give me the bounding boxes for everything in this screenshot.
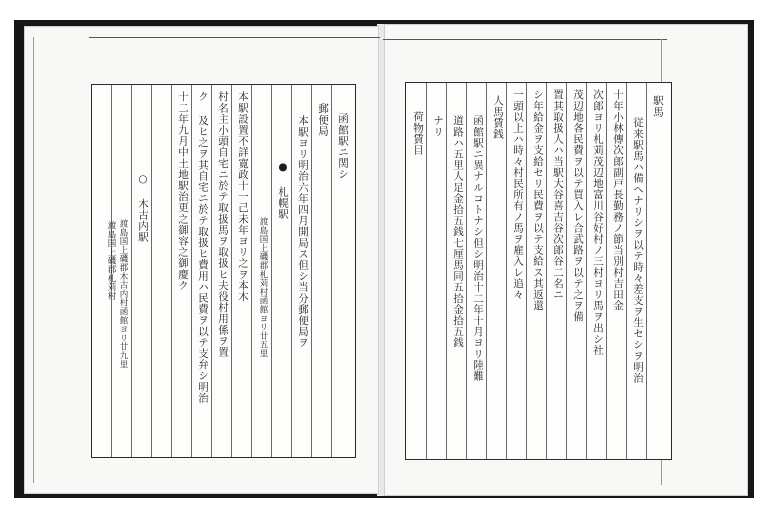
text-column: 渡島国上磯郡札苅村 [106,221,116,301]
text-column: 従来駅馬ハ備ヘナリシヲ以テ時々差支ヲ生セシヲ明治 [632,117,644,384]
grid-line [251,85,252,457]
grid-line [211,85,212,457]
text-column: 次郎ヨリ札苅茂辺地富川谷好村ノ三村ヨリ馬ヲ出シ社 [592,89,604,356]
grid-line [446,83,447,459]
top-page-rule [89,37,380,38]
text-column: 函館駅ニ異ナルコトナシ但シ明治十二年十月ヨリ陸難 [472,115,484,382]
grid-line [331,85,332,457]
text-column: 渡島国上磯郡木古内村函館ヨリ廿九里 [118,219,128,369]
grid-line [311,85,312,457]
top-page-rule [383,39,667,40]
grid-line [291,85,292,457]
grid-line [486,83,487,459]
grid-line [171,85,172,457]
grid-line [466,83,467,459]
grid-line [546,83,547,459]
text-column: 駅馬 [652,95,664,118]
grid-line [606,83,607,459]
text-column: 一頭以上ハ時々村民所有ノ馬ヲ雇入レ追々 [512,89,524,300]
text-column: 郵便局 [317,103,329,137]
text-column: 渡島国上磯郡札苅村函館ヨリ廿五里 [258,217,268,358]
text-column: ○ 木古内駅 [137,173,149,243]
text-column: 道路ハ五里人足金拾五銭七厘馬同五拾金拾五銭 [452,115,464,349]
grid-line [566,83,567,459]
grid-line [271,85,272,457]
ruled-text-area [91,84,356,458]
text-column: 茂辺地各民費ヲ以テ買入レ合武路ヲ以テ之ヲ備 [572,89,584,323]
grid-line [191,85,192,457]
text-column: 十二年九月中土地駅治更之御容之御慶ク [177,91,189,291]
text-column: 本駅設置不詳寛政十一己未年ヨリ之ヲ本木 [237,91,249,302]
text-column: 函館駅ニ関シ [337,113,349,180]
text-column: シ年給金ヲ支給セリ民費ヲ以テ支給ス其返還 [532,89,544,311]
text-column: 本駅ヨリ明治六年四月開局ス但シ当分郵便局ヲ [297,115,309,349]
text-column: 置其取扱人ハ当駅大谷喜吉谷次郎谷二名ニ [552,89,564,300]
text-column: ● 札幌駅 [277,161,289,220]
grid-line [151,85,152,457]
text-column: ク 及ヒ之ヲ其自宅ニ於テ取扱ヒ費用ハ民費ヲ以テ支弁シ明治 [197,91,209,404]
left-page [24,26,379,494]
text-column: 荷物賃目 [412,111,424,156]
page-edge-rule [33,37,34,483]
text-column: 村名主小頭自宅ニ於テ取扱馬ヲ取扱ヒ夫役村用係ヲ置 [217,91,229,358]
grid-line [526,83,527,459]
grid-line [586,83,587,459]
grid-line [646,83,647,459]
ruled-text-area [405,82,672,460]
right-page [384,24,748,496]
text-column: 人馬賃銭 [492,95,504,140]
grid-line [626,83,627,459]
text-column: 十年小林傳次郎副戸長勤務ノ節当別村吉田金 [612,89,624,311]
text-column: ナリ [432,115,444,138]
grid-line [231,85,232,457]
grid-line [426,83,427,459]
grid-line [131,85,132,457]
grid-line [506,83,507,459]
